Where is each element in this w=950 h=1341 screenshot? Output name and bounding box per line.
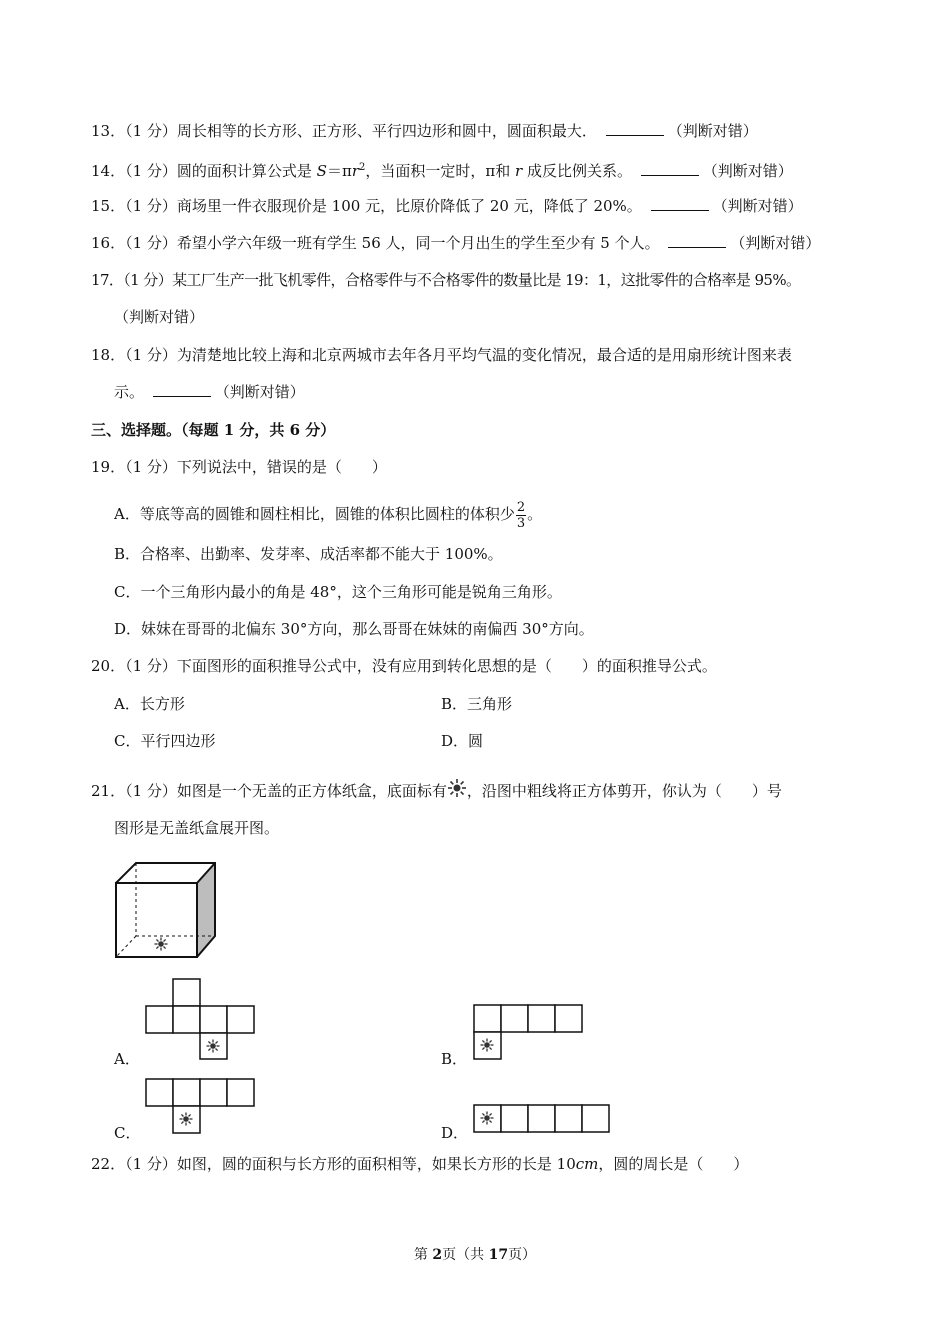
question-19-option-a[interactable] xyxy=(114,494,542,534)
net-option-c-label[interactable]: C． xyxy=(114,1124,141,1142)
question-19-option-b[interactable] xyxy=(114,544,503,564)
fraction-two-thirds xyxy=(516,500,526,531)
question-15 xyxy=(91,196,803,216)
question-21-stem-pre: 21．（1 分）如图是一个无盖的正方体纸盒，底面标有 xyxy=(91,782,447,800)
footer-mid: 页（共 xyxy=(442,1247,489,1263)
question-15-text: 15．（1 分）商场里一件衣服现价是 100 元，比原价降低了 20 元，降低了 20%。 xyxy=(91,197,642,215)
option-b-text: B．三角形 xyxy=(441,695,513,713)
total-page-count: 17 xyxy=(488,1247,509,1263)
question-18-line2-text: 示。 xyxy=(114,383,145,401)
question-17 xyxy=(91,270,800,290)
question-20 xyxy=(91,656,717,676)
question-22 xyxy=(91,1154,748,1174)
question-18-line2 xyxy=(114,382,305,402)
footer-post: 页） xyxy=(508,1247,537,1263)
question-17-suffix: （判断对错） xyxy=(114,308,205,326)
sun-icon xyxy=(481,1039,494,1052)
question-16-text: 16．（1 分）希望小学六年级一班有学生 56 人，同一个月出生的学生至少有 5 个人。 xyxy=(91,234,660,252)
answer-blank-13[interactable] xyxy=(606,121,664,136)
option-d-text: D．圆 xyxy=(441,732,484,750)
option-b-text: B．合格率、出勤率、发芽率、成活率都不能大于 100%。 xyxy=(114,545,503,563)
question-20-option-d[interactable] xyxy=(441,731,483,751)
question-16 xyxy=(91,233,820,253)
question-15-suffix: （判断对错） xyxy=(712,197,803,215)
question-14 xyxy=(91,158,793,181)
formula-sup: 2 xyxy=(358,162,366,173)
question-13-text: 13．（1 分）周长相等的长方形、正方形、平行四边形和圆中，圆面积最大． xyxy=(91,122,597,140)
question-18-text: 18．（1 分）为清楚地比较上海和北京两城市去年各月平均气温的变化情况，最合适的是用扇形统计图来表 xyxy=(91,346,792,364)
question-14-post: 成反比例关系。 xyxy=(522,162,632,180)
footer-pre: 第 xyxy=(413,1247,433,1263)
question-19-stem: 19．（1 分）下列说法中，错误的是（ ） xyxy=(91,458,387,476)
sun-icon xyxy=(180,1113,193,1126)
answer-blank-14[interactable] xyxy=(641,161,699,176)
question-13-suffix: （判断对错） xyxy=(667,122,758,140)
question-21-stem-post: ，沿图中粗线将正方体剪开，你认为（ ）号 xyxy=(466,782,782,800)
question-21-line2-text: 图形是无盖纸盒展开图。 xyxy=(114,819,280,837)
sun-icon xyxy=(447,778,467,798)
question-13 xyxy=(91,121,758,141)
question-18 xyxy=(91,345,792,365)
option-c-text: C．一个三角形内最小的角是 48°，这个三角形可能是锐角三角形。 xyxy=(114,583,562,601)
section-title-3 xyxy=(91,420,335,440)
question-14-suffix: （判断对错） xyxy=(702,162,793,180)
sun-icon xyxy=(155,938,168,951)
answer-blank-18[interactable] xyxy=(153,382,211,397)
net-option-d[interactable] xyxy=(473,1104,611,1135)
formula-eq: ＝π xyxy=(326,162,352,180)
sun-icon xyxy=(207,1040,220,1053)
question-22-pre: 22．（1 分）如图，圆的面积与长方形的面积相等，如果长方形的长是 10 xyxy=(91,1155,576,1173)
question-16-suffix: （判断对错） xyxy=(730,234,821,252)
net-option-a[interactable] xyxy=(145,978,255,1060)
unit-cm: cm xyxy=(575,1155,599,1173)
fraction-denominator: 3 xyxy=(516,515,526,531)
question-17-text: 17．（1 分）某工厂生产一批飞机零件，合格零件与不合格零件的数量比是 19：1，这批零件的合格率是 95%。 xyxy=(91,271,801,289)
formula-s: S xyxy=(316,162,327,180)
answer-blank-15[interactable] xyxy=(651,196,709,211)
option-a-text: A．长方形 xyxy=(114,695,185,713)
current-page-number: 2 xyxy=(432,1247,443,1263)
sun-icon xyxy=(481,1112,494,1125)
question-21-line2 xyxy=(114,818,279,838)
net-option-d-label[interactable]: D． xyxy=(441,1124,469,1142)
option-c-text: C．平行四边形 xyxy=(114,732,216,750)
section-3-title: 三、选择题。（每题 1 分，共 6 分） xyxy=(91,421,336,439)
question-22-post: ，圆的周长是（ ） xyxy=(598,1155,749,1173)
question-14-pre: 14．（1 分）圆的面积计算公式是 xyxy=(91,162,317,180)
question-20-option-b[interactable] xyxy=(441,694,512,714)
question-19-option-c[interactable] xyxy=(114,582,562,602)
open-cube-figure xyxy=(110,858,222,960)
option-a-text: A．等底等高的圆锥和圆柱相比，圆锥的体积比圆柱的体积少 xyxy=(114,505,515,523)
question-20-option-c[interactable] xyxy=(114,731,215,751)
question-18-suffix: （判断对错） xyxy=(214,383,305,401)
net-option-a-label[interactable]: A． xyxy=(114,1050,140,1068)
option-a-post: 。 xyxy=(527,505,543,523)
question-19-option-d[interactable] xyxy=(114,619,594,639)
option-d-text: D．妹妹在哥哥的北偏东 30°方向，那么哥哥在妹妹的南偏西 30°方向。 xyxy=(114,620,594,638)
variable-r: r xyxy=(515,162,523,180)
question-21 xyxy=(91,778,782,801)
question-20-option-a[interactable] xyxy=(114,694,185,714)
question-19 xyxy=(91,457,387,477)
net-option-b-label[interactable]: B． xyxy=(441,1050,468,1068)
page-footer xyxy=(0,1244,950,1264)
question-17-line2 xyxy=(114,307,204,327)
net-option-b[interactable] xyxy=(473,1004,583,1061)
question-14-mid: ，当面积一定时，π和 xyxy=(365,162,515,180)
formula-r: r xyxy=(351,162,359,180)
fraction-numerator: 2 xyxy=(516,499,526,515)
answer-blank-16[interactable] xyxy=(668,233,726,248)
question-20-stem: 20．（1 分）下面图形的面积推导公式中，没有应用到转化思想的是（ ）的面积推导公式。 xyxy=(91,657,717,675)
net-option-c[interactable] xyxy=(145,1078,255,1135)
